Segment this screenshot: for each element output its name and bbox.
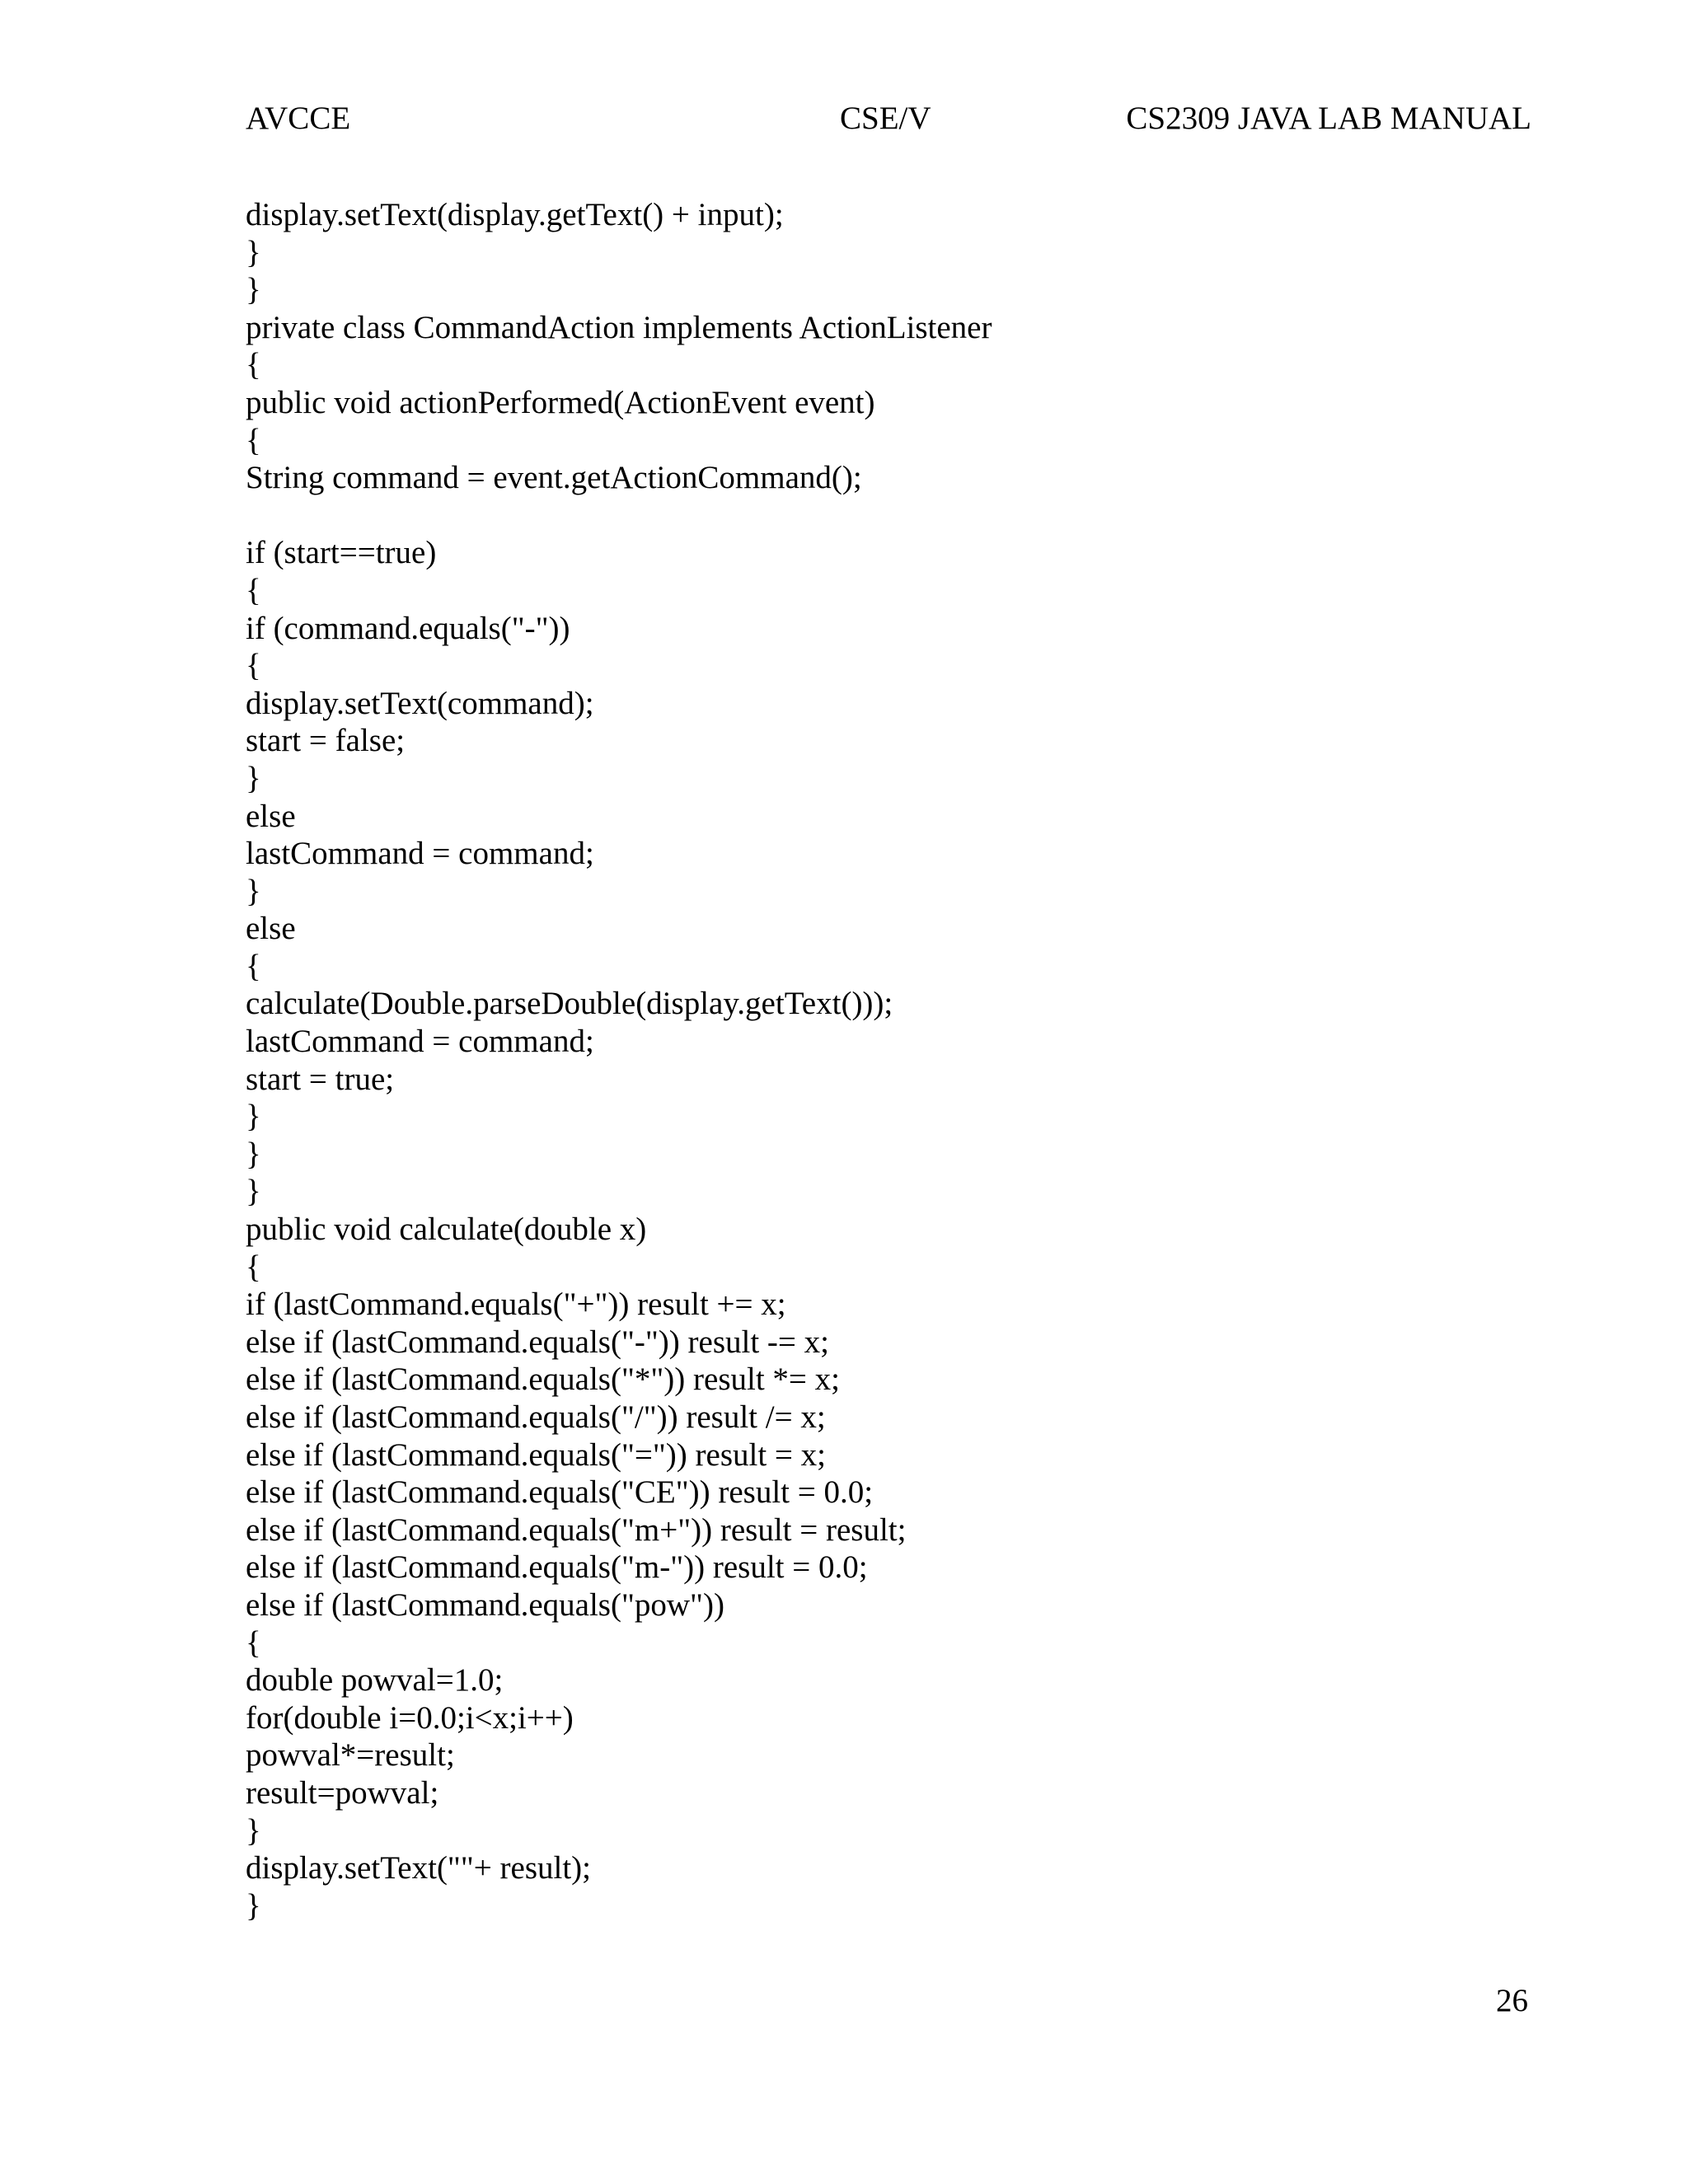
code-line: private class CommandAction implements ActionListener: [246, 309, 992, 345]
page-number: 26: [1496, 1983, 1528, 2018]
header-institution: AVCCE: [246, 101, 351, 136]
code-line: }: [246, 1136, 261, 1172]
code-line: for(double i=0.0;i<x;i++): [246, 1699, 574, 1736]
code-line: if (start==true): [246, 535, 437, 571]
code-line: display.setText(""+ result);: [246, 1850, 591, 1886]
code-line: else if (lastCommand.equals("*")) result *= x;: [246, 1361, 841, 1398]
code-line: }: [246, 1812, 261, 1849]
code-line: else if (lastCommand.equals("/")) result /= x;: [246, 1399, 826, 1435]
code-line: {: [246, 572, 261, 608]
code-line: }: [246, 873, 261, 909]
code-line: display.setText(display.getText() + input);: [246, 197, 784, 232]
code-line: else if (lastCommand.equals("-")) result -= x;: [246, 1324, 829, 1360]
code-line: if (command.equals("-")): [246, 610, 570, 646]
code-line: {: [246, 1624, 261, 1661]
code-line: [246, 497, 1482, 535]
code-line: }: [246, 234, 261, 270]
code-line: else if (lastCommand.equals("CE")) result = 0.0;: [246, 1474, 874, 1511]
code-line: }: [246, 760, 261, 796]
code-line: {: [246, 948, 261, 984]
code-line: {: [246, 648, 261, 684]
code-line: public void actionPerformed(ActionEvent event): [246, 384, 875, 420]
code-line: }: [246, 1887, 261, 1924]
code-line: else: [246, 911, 296, 947]
code-line: {: [246, 347, 261, 383]
code-line: }: [246, 272, 261, 308]
page-header: [246, 97, 1531, 140]
code-line: result=powval;: [246, 1774, 439, 1811]
code-line: else: [246, 798, 296, 834]
code-line: else if (lastCommand.equals("pow")): [246, 1586, 724, 1623]
code-line: powval*=result;: [246, 1737, 455, 1774]
code-line: public void calculate(double x): [246, 1212, 647, 1248]
code-line: else if (lastCommand.equals("m+")) result = result;: [246, 1511, 907, 1548]
header-manual-title: CS2309 JAVA LAB MANUAL: [1126, 101, 1531, 136]
code-listing: [246, 196, 1482, 1924]
code-line: }: [246, 1099, 261, 1135]
code-line: else if (lastCommand.equals("m-")) result = 0.0;: [246, 1549, 868, 1586]
code-line: lastCommand = command;: [246, 1024, 594, 1060]
code-line: }: [246, 1174, 261, 1210]
code-line: start = true;: [246, 1061, 395, 1097]
code-line: calculate(Double.parseDouble(display.getText()));: [246, 986, 893, 1022]
header-department: CSE/V: [840, 101, 931, 136]
code-line: double powval=1.0;: [246, 1662, 504, 1699]
code-line: if (lastCommand.equals("+")) result += x;: [246, 1286, 786, 1323]
code-line: display.setText(command);: [246, 685, 594, 721]
code-line: else if (lastCommand.equals("=")) result = x;: [246, 1436, 826, 1473]
code-line: String command = event.getActionCommand();: [246, 460, 862, 496]
code-line: start = false;: [246, 723, 406, 759]
code-line: lastCommand = command;: [246, 836, 594, 872]
code-line: {: [246, 1249, 261, 1285]
code-line: {: [246, 422, 261, 458]
